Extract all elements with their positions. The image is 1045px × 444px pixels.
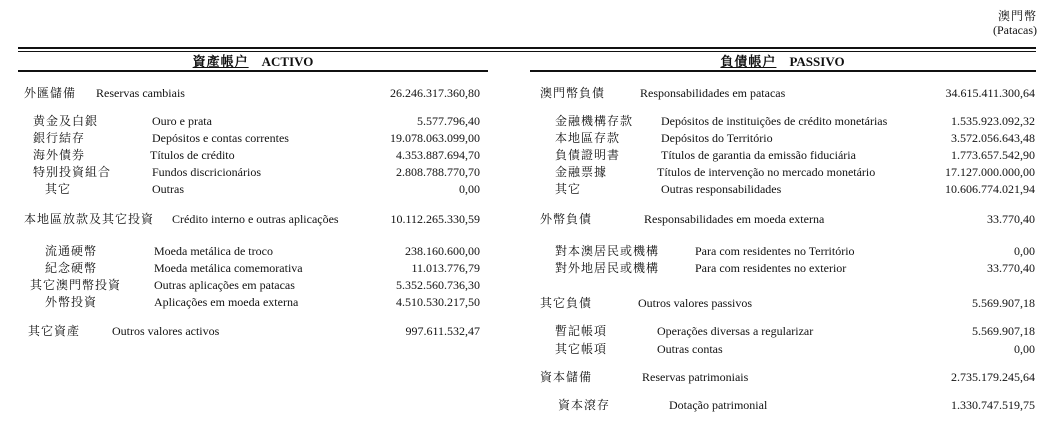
passivo-item-value: 1.330.747.519,75 [951, 398, 1035, 412]
activo-item-value: 0,00 [459, 182, 480, 196]
passivo-item-pt: Dotação patrimonial [669, 398, 768, 412]
activo-item-zh: 外幣投資 [45, 295, 98, 309]
activo-title-zh: 資產帳户 [192, 55, 249, 70]
passivo-item-value: 33.770,40 [987, 261, 1035, 275]
passivo-header-rule [530, 70, 1036, 72]
activo-item-pt: Fundos discricionários [152, 165, 261, 179]
passivo-item-pt: Depósitos de instituições de crédito monetárias [661, 114, 888, 128]
passivo-item-zh: 資本滾存 [558, 398, 611, 412]
passivo-item-value: 5.569.907,18 [972, 324, 1035, 338]
passivo-section-total: 34.615.411.300,64 [945, 86, 1035, 100]
passivo-header [530, 54, 1035, 71]
activo-item-zh: 其它 [45, 182, 72, 196]
activo-header-rule [18, 70, 488, 72]
activo-item-value: 19.078.063.099,00 [390, 131, 480, 145]
passivo-item-pt: Outras contas [657, 342, 723, 356]
passivo-item-pt: Depósitos do Território [661, 131, 773, 145]
activo-section-total: 997.611.532,47 [405, 324, 480, 338]
passivo-item-zh: 其它 [555, 182, 582, 196]
activo-item-zh: 銀行結存 [33, 131, 86, 145]
passivo-section-label-zh: 外幣負債 [540, 212, 593, 226]
currency-zh: 澳門幣 [997, 9, 1037, 23]
activo-title-pt: ACTIVO [261, 54, 314, 69]
passivo-section-label-zh: 澳門幣負債 [540, 86, 606, 100]
activo-section-total: 10.112.265.330,59 [390, 212, 480, 226]
activo-item-pt: Outras [152, 182, 184, 196]
activo-item-pt: Outras aplicações em patacas [154, 278, 295, 292]
activo-item-pt: Títulos de crédito [150, 148, 235, 162]
passivo-section-total: 33.770,40 [987, 212, 1035, 226]
activo-item-pt: Moeda metálica comemorativa [154, 261, 303, 275]
top-double-rule [18, 47, 1036, 49]
passivo-item-zh: 本地區存款 [555, 131, 621, 145]
passivo-item-value: 10.606.774.021,94 [945, 182, 1035, 196]
passivo-section-total: 5.569.907,18 [972, 296, 1035, 310]
activo-item-value: 11.013.776,79 [411, 261, 480, 275]
passivo-title-pt: PASSIVO [789, 54, 845, 69]
activo-item-pt: Ouro e prata [152, 114, 212, 128]
passivo-item-zh: 金融機構存款 [555, 114, 634, 128]
passivo-item-pt: Para com residentes no Território [695, 244, 855, 258]
activo-item-value: 5.352.560.736,30 [396, 278, 480, 292]
passivo-item-value: 3.572.056.643,48 [951, 131, 1035, 145]
passivo-section-label-zh: 其它負債 [540, 296, 593, 310]
passivo-item-zh: 對本澳居民或機構 [555, 244, 660, 258]
passivo-item-zh: 其它帳項 [555, 342, 608, 356]
passivo-section-label-zh: 資本儲備 [540, 370, 593, 384]
passivo-section-label-pt: Outros valores passivos [638, 296, 752, 310]
passivo-item-value: 1.773.657.542,90 [951, 148, 1035, 162]
activo-section-label-zh: 其它資產 [28, 324, 81, 338]
activo-item-zh: 其它澳門幣投資 [30, 278, 122, 292]
passivo-item-value: 17.127.000.000,00 [945, 165, 1035, 179]
activo-section-label-pt: Outros valores activos [112, 324, 220, 338]
activo-item-value: 4.510.530.217,50 [396, 295, 480, 309]
activo-section-label-pt: Crédito interno e outras aplicações [172, 212, 339, 226]
passivo-item-zh: 暫記帳項 [555, 324, 608, 338]
activo-item-zh: 黄金及白銀 [33, 114, 99, 128]
activo-header [18, 54, 488, 71]
activo-item-value: 5.577.796,40 [417, 114, 480, 128]
passivo-section-label-pt: Reservas patrimoniais [642, 370, 749, 384]
passivo-item-zh: 負債證明書 [555, 148, 621, 162]
passivo-item-pt: Títulos de garantia da emissão fiduciária [661, 148, 856, 162]
passivo-item-pt: Outras responsabilidades [661, 182, 782, 196]
passivo-section-label-pt: Responsabilidades em patacas [640, 86, 786, 100]
activo-item-zh: 紀念硬幣 [45, 261, 98, 275]
activo-item-pt: Moeda metálica de troco [154, 244, 273, 258]
passivo-title-zh: 負債帳户 [720, 55, 777, 70]
activo-section-label-zh: 本地區放款及其它投資 [24, 212, 155, 226]
activo-section-total: 26.246.317.360,80 [390, 86, 480, 100]
activo-item-zh: 特别投資組合 [33, 165, 112, 179]
activo-item-zh: 海外債券 [33, 148, 86, 162]
activo-item-pt: Depósitos e contas correntes [152, 131, 289, 145]
activo-section-label-pt: Reservas cambiais [96, 86, 185, 100]
top-single-rule [18, 51, 1036, 52]
activo-item-value: 4.353.887.694,70 [396, 148, 480, 162]
passivo-section-total: 2.735.179.245,64 [951, 370, 1035, 384]
passivo-item-pt: Para com residentes no exterior [695, 261, 847, 275]
activo-item-zh: 流通硬幣 [45, 244, 98, 258]
activo-item-value: 238.160.600,00 [405, 244, 480, 258]
passivo-item-zh: 對外地居民或機構 [555, 261, 660, 275]
passivo-item-value: 0,00 [1014, 342, 1035, 356]
passivo-item-pt: Títulos de intervenção no mercado monetário [657, 165, 876, 179]
currency-pt: (Patacas) [993, 23, 1037, 37]
activo-item-value: 2.808.788.770,70 [396, 165, 480, 179]
activo-section-label-zh: 外匯儲備 [24, 86, 77, 100]
passivo-section-label-pt: Responsabilidades em moeda externa [644, 212, 825, 226]
passivo-item-value: 1.535.923.092,32 [951, 114, 1035, 128]
passivo-item-value: 0,00 [1014, 244, 1035, 258]
activo-item-pt: Aplicações em moeda externa [154, 295, 299, 309]
passivo-item-zh: 金融票據 [555, 165, 608, 179]
passivo-item-pt: Operações diversas a regularizar [657, 324, 814, 338]
